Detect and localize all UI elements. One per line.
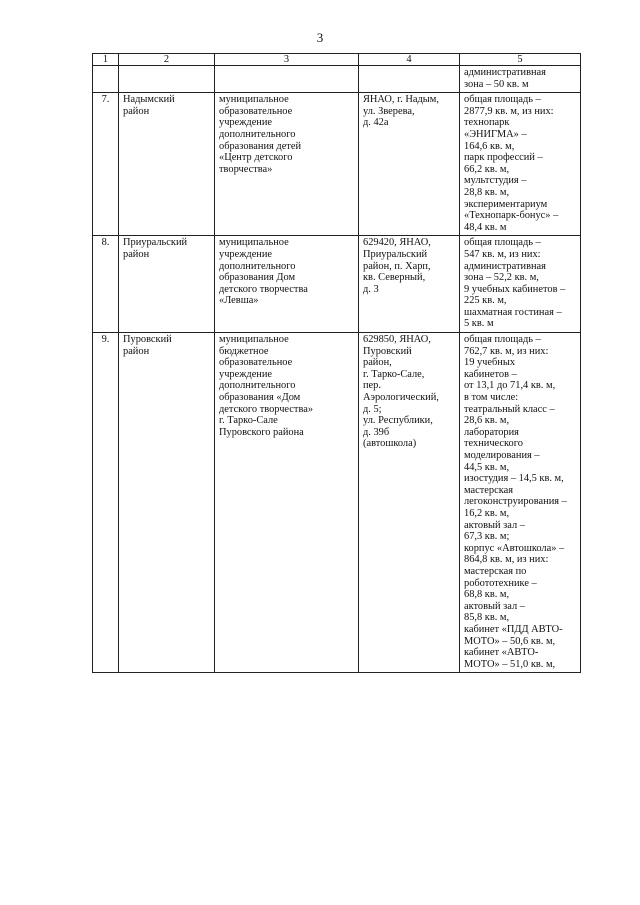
header-col-2: 2 [119,54,215,66]
address-cell: 629850, ЯНАО, Пуровский район, г. Тарко-Сале, пер. Аэрологический, д. 5; ул. Республики, д. 39б (автошкола) [359,333,460,673]
institution-cell: муниципальное образовательное учреждение дополнительного образования детей «Центр детского творчества» [215,93,359,236]
address-cell: ЯНАО, г. Надым, ул. Зверева, д. 42а [359,93,460,236]
area-cell: административная зона – 50 кв. м [460,66,581,93]
institution-cell: муниципальное бюджетное образовательное учреждение дополнительного образования «Дом детского творчества» г. Тарко-Сале Пуровского района [215,333,359,673]
district-cell: Пуровский район [119,333,215,673]
row-number: 8. [93,236,119,333]
facilities-table [92,53,581,673]
table-row [93,236,581,333]
district-cell: Приуральский район [119,236,215,333]
address-cell: 629420, ЯНАО, Приуральский район, п. Харп, кв. Северный, д. 3 [359,236,460,333]
table-row [93,93,581,236]
institution-cell [215,66,359,93]
row-number: 7. [93,93,119,236]
area-cell: общая площадь – 762,7 кв. м, из них: 19 учебных кабинетов – от 13,1 до 71,4 кв. м, в том числе: театральный класс – 28,6 кв. м, лаборатория технического моделирования – 44,5 кв. м, изостудия – 14,5 кв. м, мастерская легоконструирования – 16,2 кв. м, актовый зал – 67,3 кв. м; корпус «Автошкола» – 864,8 кв. м, из них: мастерская по робототехнике – 68,8 кв. м, актовый зал – 85,8 кв. м, кабинет «ПДД АВТО- МОТО» – 50,6 кв. м, кабинет «АВТО- МОТО» – 51,0 кв. м, [460,333,581,673]
row-number [93,66,119,93]
table-header-row [93,54,581,66]
area-cell: общая площадь – 2877,9 кв. м, из них: технопарк «ЭНИГМА» – 164,6 кв. м, парк профессий – 66,2 кв. м, мультстудия – 28,8 кв. м, экспериментариум «Технопарк-бонус» – 48,4 кв. м [460,93,581,236]
table-row [93,66,581,93]
header-col-5: 5 [460,54,581,66]
address-cell [359,66,460,93]
header-col-1: 1 [93,54,119,66]
header-col-4: 4 [359,54,460,66]
district-cell: Надымский район [119,93,215,236]
page-number: 3 [316,30,324,45]
area-cell: общая площадь – 547 кв. м, из них: административная зона – 52,2 кв. м, 9 учебных кабинетов – 225 кв. м, шахматная гостиная – 5 кв. м [460,236,581,333]
header-col-3: 3 [215,54,359,66]
district-cell [119,66,215,93]
table-row [93,333,581,673]
row-number: 9. [93,333,119,673]
institution-cell: муниципальное учреждение дополнительного образования Дом детского творчества «Левша» [215,236,359,333]
